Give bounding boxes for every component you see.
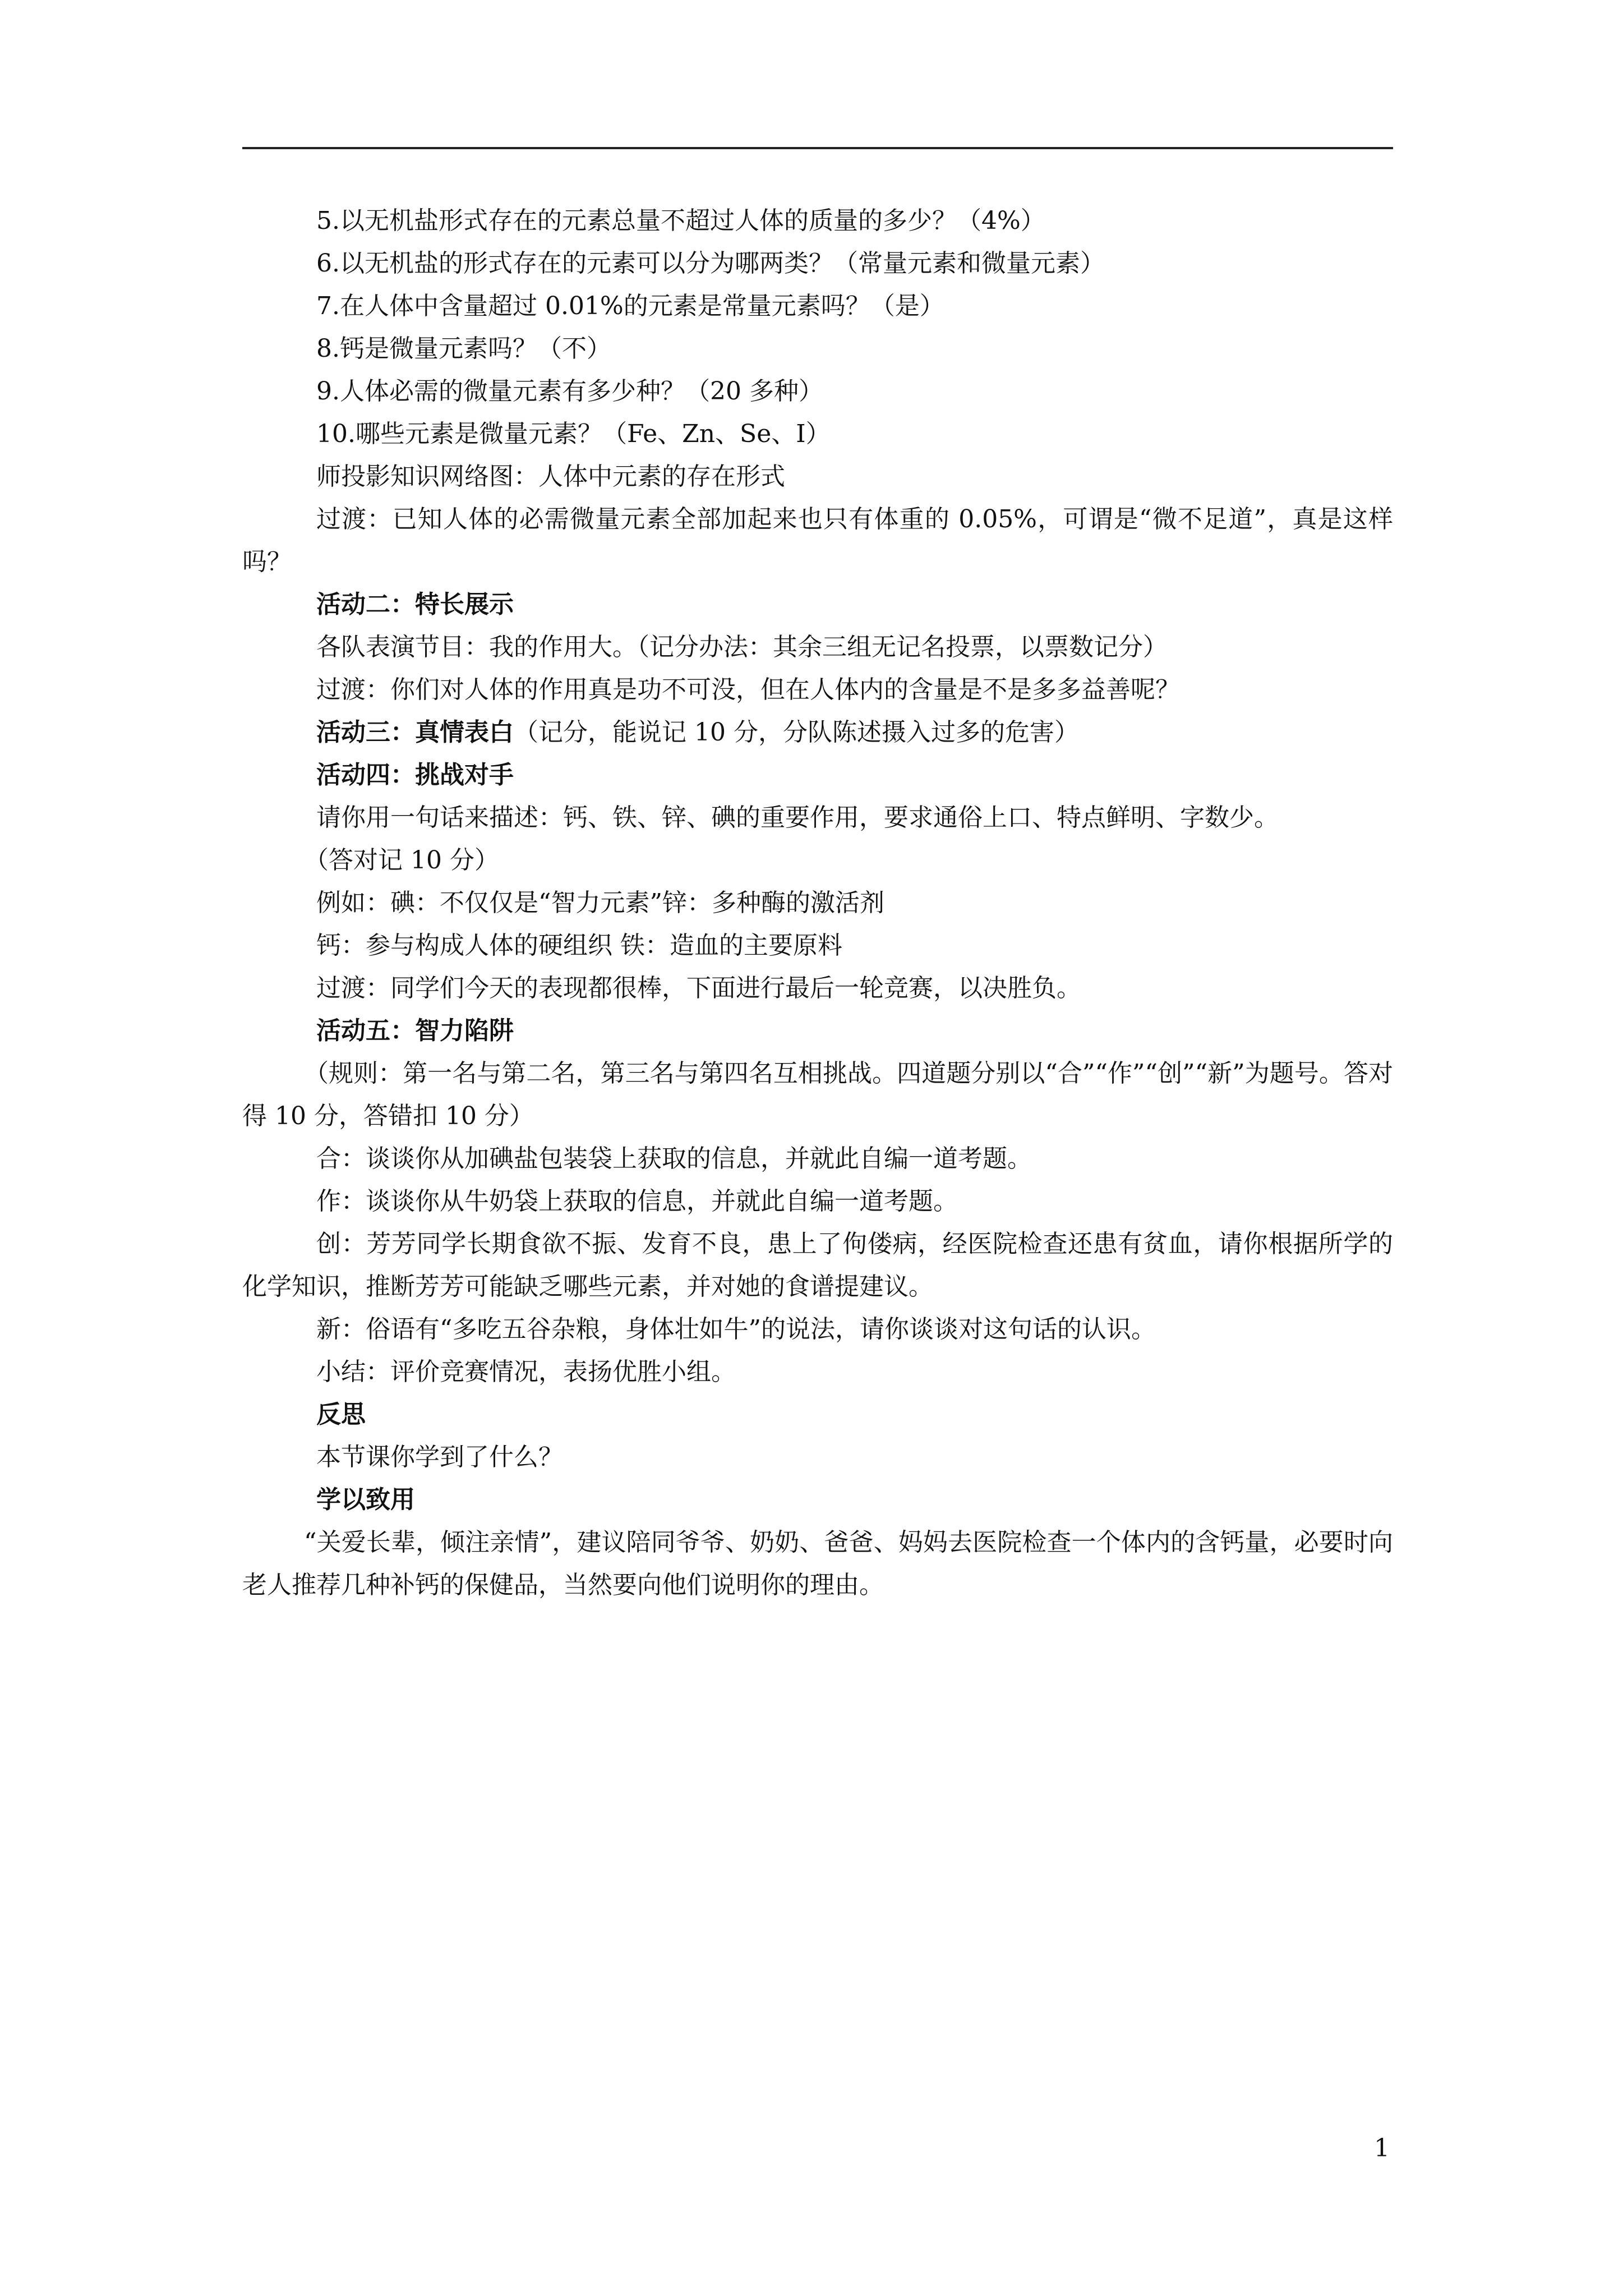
activity-3-description: （记分，能说记 10 分，分队陈述摄入过多的危害） — [514, 718, 1079, 747]
page-number: 1 — [1374, 2134, 1390, 2162]
application-heading: 学以致用 — [316, 1485, 415, 1514]
question-chuang: 创：芳芳同学长期食欲不振、发育不良，患上了佝偻病，经医院检查还患有贫血，请你根据所学的化学知识，推断芳芳可能缺乏哪些元素，并对她的食谱提建议。 — [242, 1230, 1393, 1301]
summary-line: 小结：评价竞赛情况，表扬优胜小组。 — [316, 1358, 736, 1386]
reflection-heading: 反思 — [316, 1400, 366, 1429]
activity-2-heading: 活动二：特长展示 — [316, 590, 514, 619]
transition-paragraph: 过渡：你们对人体的作用真是功不可没，但在人体内的含量是不是多多益善呢？ — [316, 675, 1180, 704]
transition-paragraph: 过渡：同学们今天的表现都很棒，下面进行最后一轮竞赛，以决胜负。 — [316, 974, 1081, 1002]
question-9: 9.人体必需的微量元素有多少种？（20 多种） — [316, 377, 823, 406]
knowledge-network-note: 师投影知识网络图：人体中元素的存在形式 — [316, 462, 785, 491]
example-line: 例如：碘：不仅仅是“智力元素”锌：多种酶的激活剂 — [316, 889, 884, 917]
activity-5-rules: （规则：第一名与第二名，第三名与第四名互相挑战。四道题分别以“合”“作”“创”“新”为题号。答对得 10 分，答错扣 10 分） — [242, 1059, 1393, 1130]
activity-4-instruction: 请你用一句话来描述：钙、铁、锌、碘的重要作用，要求通俗上口、特点鲜明、字数少。 — [316, 803, 1279, 832]
document-body — [242, 200, 1393, 1607]
question-zuo: 作：谈谈你从牛奶袋上获取的信息，并就此自编一道考题。 — [316, 1187, 958, 1216]
question-7: 7.在人体中含量超过 0.01%的元素是常量元素吗？（是） — [316, 292, 944, 320]
example-line: 钙：参与构成人体的硬组织 铁：造血的主要原料 — [316, 931, 842, 960]
question-he: 合：谈谈你从加碘盐包装袋上获取的信息，并就此自编一道考题。 — [316, 1144, 1032, 1173]
activity-5-heading: 活动五：智力陷阱 — [316, 1016, 514, 1045]
question-6: 6.以无机盐的形式存在的元素可以分为哪两类？（常量元素和微量元素） — [316, 249, 1105, 278]
application-paragraph: “关爱长辈，倾注亲情”，建议陪同爷爷、奶奶、爸爸、妈妈去医院检查一个体内的含钙量，必要时向老人推荐几种补钙的保健品，当然要向他们说明你的理由。 — [242, 1528, 1393, 1599]
header-rule — [242, 147, 1393, 149]
question-xin: 新：俗语有“多吃五谷杂粮，身体壮如牛”的说法，请你谈谈对这句话的认识。 — [316, 1315, 1156, 1343]
activity-3-paragraph — [242, 711, 1393, 754]
question-10: 10.哪些元素是微量元素？（Fe、Zn、Se、I） — [316, 420, 831, 448]
transition-paragraph: 过渡：已知人体的必需微量元素全部加起来也只有体重的 0.05%，可谓是“微不足道”，真是这样吗？ — [242, 505, 1393, 576]
question-5: 5.以无机盐形式存在的元素总量不超过人体的质量的多少？（4%） — [316, 206, 1045, 235]
activity-4-heading: 活动四：挑战对手 — [316, 761, 514, 789]
question-8: 8.钙是微量元素吗？（不） — [316, 334, 611, 363]
reflection-question: 本节课你学到了什么？ — [316, 1443, 563, 1471]
activity-2-description: 各队表演节目：我的作用大。（记分办法：其余三组无记名投票，以票数记分） — [316, 633, 1168, 661]
activity-3-heading: 活动三：真情表白 — [316, 718, 514, 747]
activity-4-scoring: （答对记 10 分） — [304, 846, 499, 875]
